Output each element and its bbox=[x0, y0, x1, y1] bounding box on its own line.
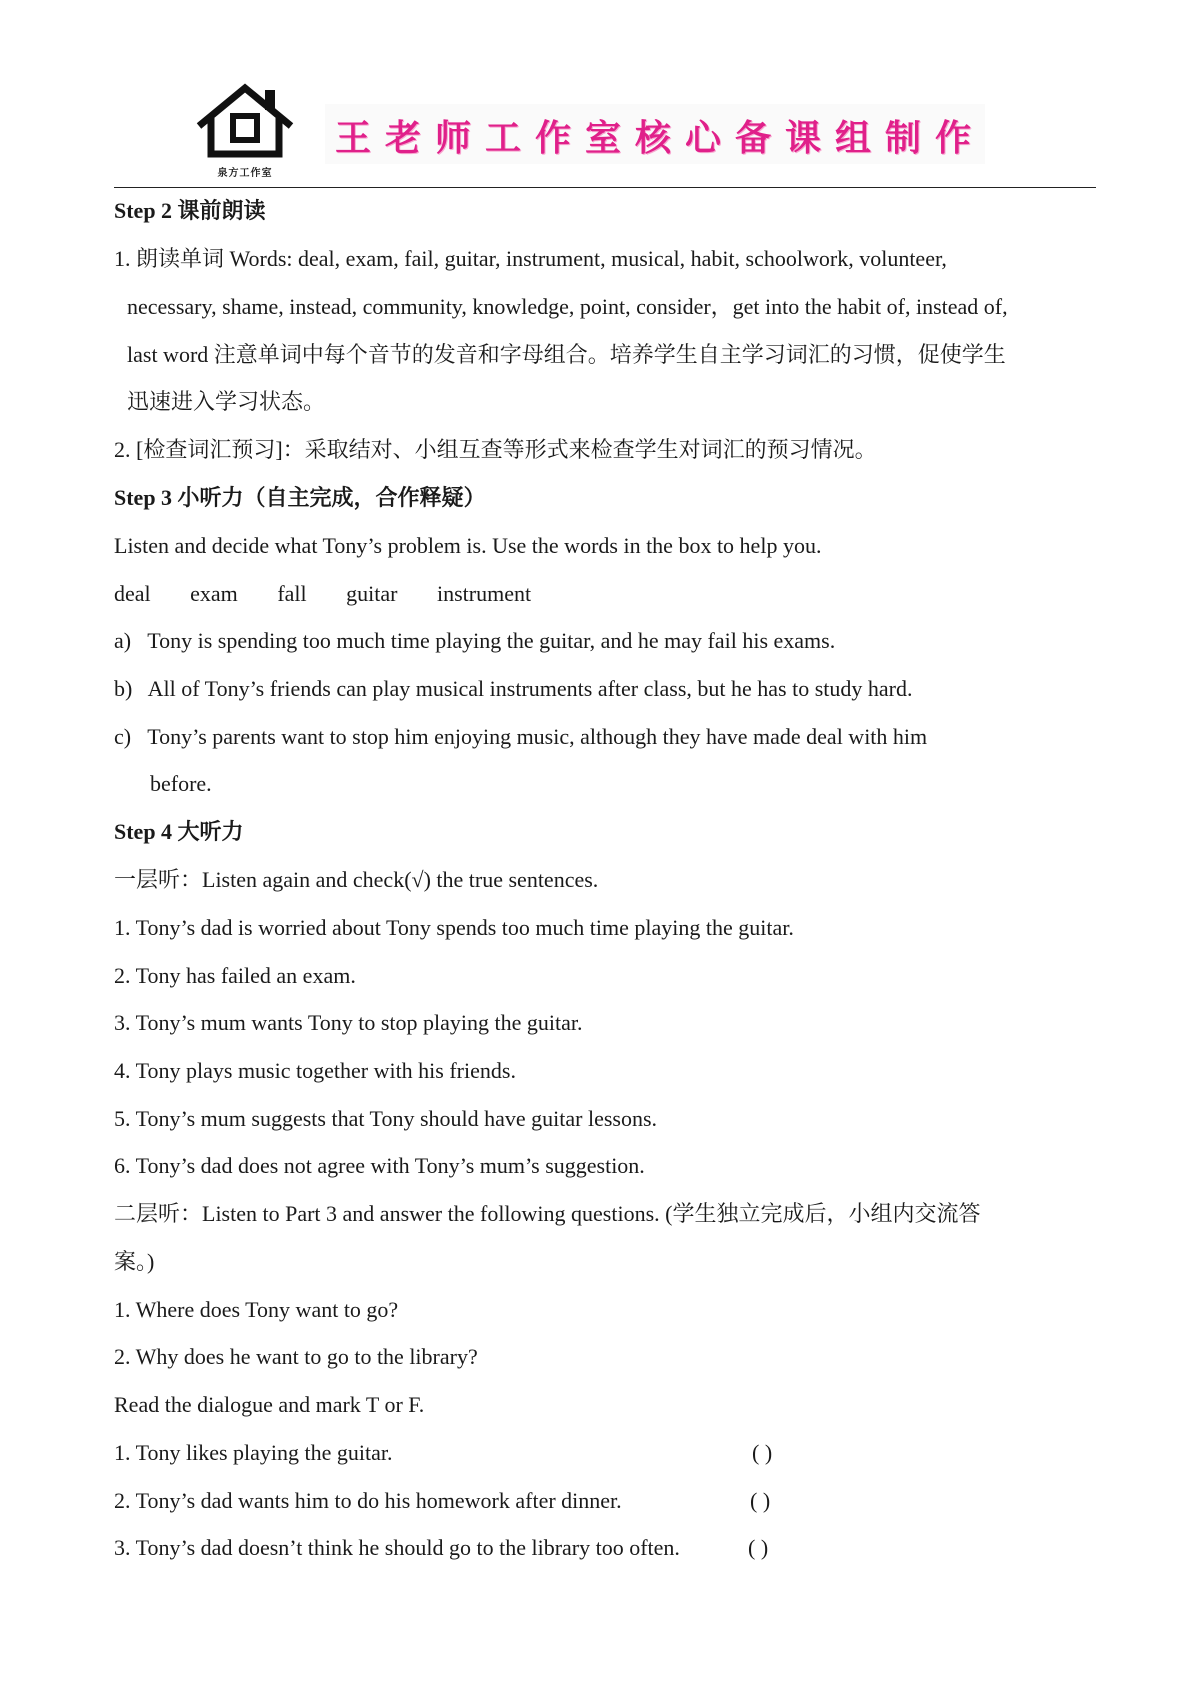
tf-item-text: 1. Tony likes playing the guitar. bbox=[114, 1440, 393, 1465]
step2-title: Step 2 课前朗读 bbox=[114, 198, 266, 223]
tf-item-text: 3. Tony’s dad doesn’t think he should go to the library too often. bbox=[114, 1535, 680, 1560]
layer1-item: 5. Tony’s mum suggests that Tony should have guitar lessons. bbox=[114, 1106, 658, 1131]
word-bank bbox=[114, 579, 565, 609]
step2-item1-line2: necessary, shame, instead, community, knowledge, point, consider，get into the habit of, instead of, bbox=[127, 294, 1008, 319]
tf-item-text: 2. Tony’s dad wants him to do his homework after dinner. bbox=[114, 1488, 622, 1513]
option-label: a) bbox=[114, 628, 132, 653]
step3-instruction: Listen and decide what Tony’s problem is. Use the words in the box to help you. bbox=[114, 533, 822, 558]
page-header bbox=[195, 82, 1100, 192]
layer2-question: 2. Why does he want to go to the library? bbox=[114, 1344, 478, 1369]
layer1-item: 4. Tony plays music together with his friends. bbox=[114, 1058, 516, 1083]
option-label: b) bbox=[114, 676, 133, 701]
layer1-instruction: 一层听：Listen again and check(√) the true sentences. bbox=[114, 867, 599, 892]
layer1-item: 3. Tony’s mum wants Tony to stop playing the guitar. bbox=[114, 1010, 583, 1035]
layer2-instruction-line2: 案。) bbox=[114, 1249, 155, 1274]
option-b bbox=[114, 674, 912, 704]
option-c-continued: before. bbox=[150, 771, 212, 796]
word-bank-item: instrument bbox=[436, 581, 532, 606]
word-bank-item: fall bbox=[277, 581, 307, 606]
tf-instruction: Read the dialogue and mark T or F. bbox=[114, 1392, 425, 1417]
option-text: Tony’s parents want to stop him enjoying music, although they have made deal with him bbox=[147, 724, 928, 749]
header-divider bbox=[114, 187, 1096, 188]
step3-title: Step 3 小听力（自主完成，合作释疑） bbox=[114, 485, 486, 510]
tf-answer-blank[interactable]: ( ) bbox=[748, 1535, 769, 1560]
option-c bbox=[114, 722, 927, 752]
word-bank-item: guitar bbox=[346, 581, 398, 606]
step2-item1-line1: 1. 朗读单词 Words: deal, exam, fail, guitar, instrument, musical, habit, schoolwork, volunteer, bbox=[114, 246, 947, 271]
step2-item2: 2. [检查词汇预习]：采取结对、小组互查等形式来检查学生对词汇的预习情况。 bbox=[114, 437, 877, 462]
logo-caption: 泉方工作室 bbox=[217, 168, 273, 179]
option-text: All of Tony’s friends can play musical instruments after class, but he has to study hard. bbox=[147, 676, 913, 701]
banner-title: 王老师工作室核心备课组制作 bbox=[335, 118, 986, 159]
tf-answer-blank[interactable]: ( ) bbox=[752, 1440, 773, 1465]
step4-title: Step 4 大听力 bbox=[114, 819, 244, 844]
layer2-instruction-line1: 二层听：Listen to Part 3 and answer the following questions. (学生独立完成后，小组内交流答 bbox=[114, 1201, 981, 1226]
layer2-question: 1. Where does Tony want to go? bbox=[114, 1297, 399, 1322]
option-label: c) bbox=[114, 724, 132, 749]
layer1-item: 6. Tony’s dad does not agree with Tony’s mum’s suggestion. bbox=[114, 1153, 645, 1178]
layer1-item: 1. Tony’s dad is worried about Tony spends too much time playing the guitar. bbox=[114, 915, 794, 940]
word-bank-item: exam bbox=[190, 581, 238, 606]
step2-item1-line4: 迅速进入学习状态。 bbox=[127, 389, 326, 414]
step2-item1-line3: last word 注意单词中每个音节的发音和字母组合。培养学生自主学习词汇的习惯，促使学生 bbox=[127, 342, 1006, 367]
option-text: Tony is spending too much time playing the guitar, and he may fail his exams. bbox=[147, 628, 836, 653]
word-bank-item: deal bbox=[114, 581, 151, 606]
option-a bbox=[114, 626, 835, 656]
tf-answer-blank[interactable]: ( ) bbox=[750, 1488, 771, 1513]
layer1-item: 2. Tony has failed an exam. bbox=[114, 963, 356, 988]
banner bbox=[325, 104, 985, 164]
